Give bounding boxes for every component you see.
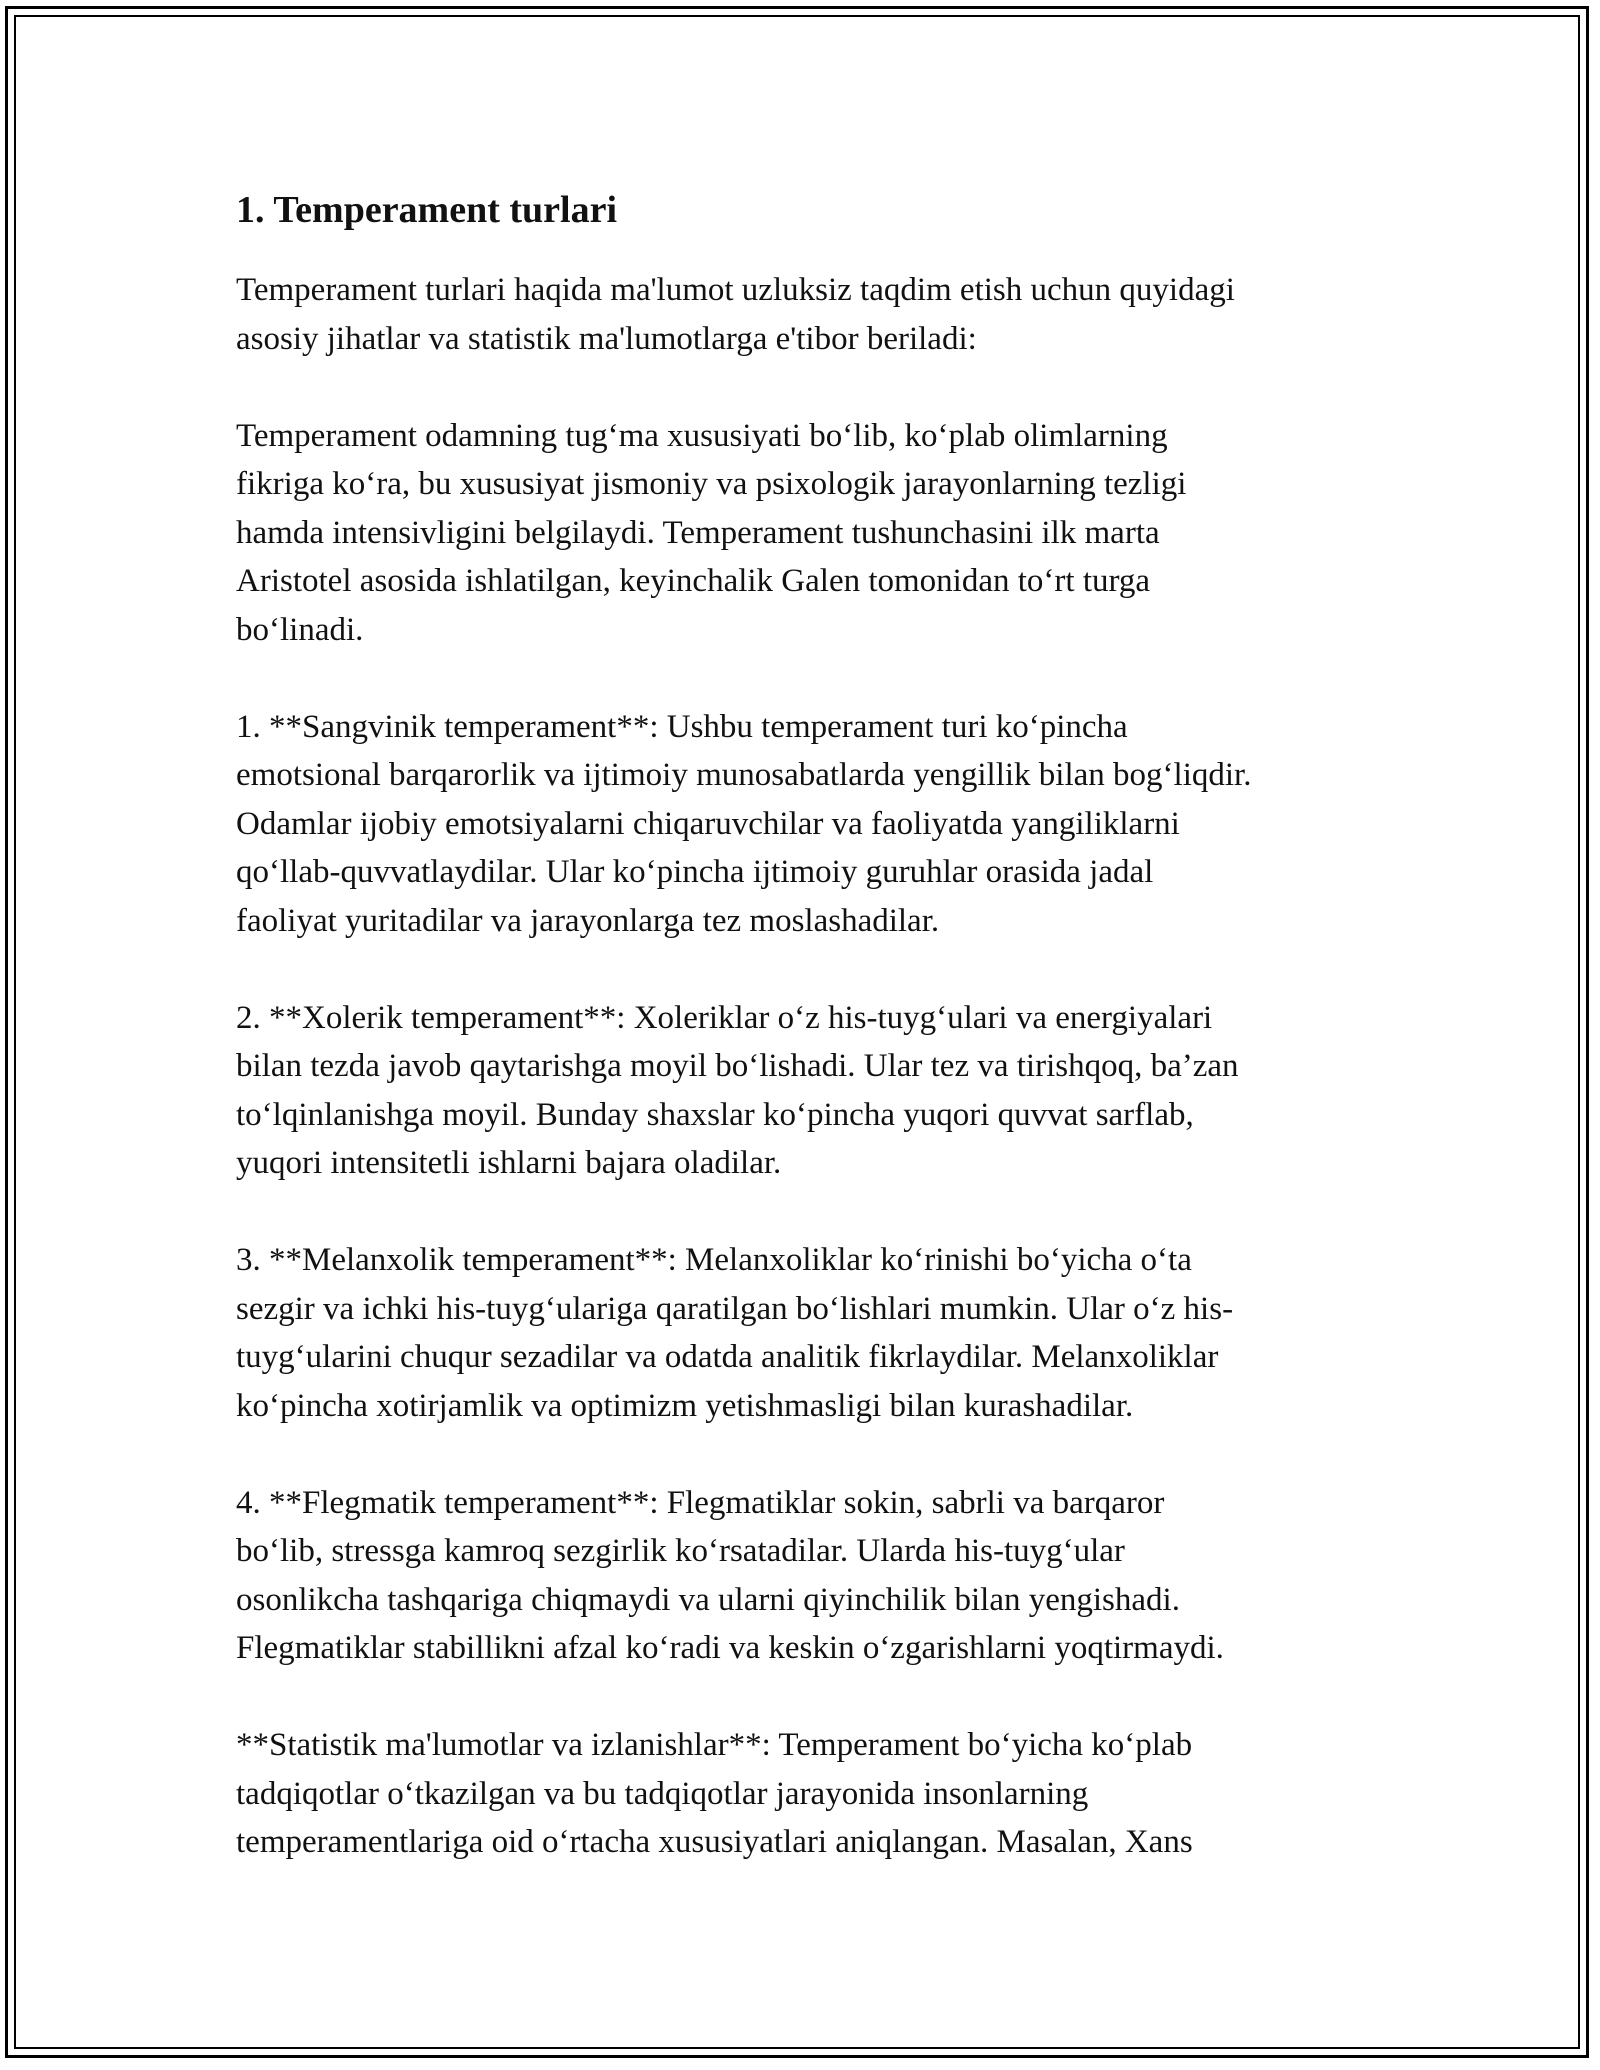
text-line: bilan tezda javob qaytarishga moyil bo‘lishadi. Ular tez va tirishqoq, ba’zan [236,1048,1239,1084]
text-line: 1. **Sangvinik temperament**: Ushbu temperament turi ko‘pincha [236,708,1128,745]
text-line: fikriga ko‘ra, bu xususiyat jismoniy va psixologik jarayonlarning tezligi [236,466,1187,502]
text-line: to‘lqinlanishga moyil. Bunday shaxslar ko‘pincha yuqori quvvat sarflab, [236,1096,1194,1133]
paragraph-statistics [236,1721,1376,1867]
text-line: tuyg‘ularini chuqur sezadilar va odatda analitik fikrlaydilar. Melanxoliklar [236,1339,1219,1375]
text-line: hamda intensivligini belgilaydi. Temperament tushunchasini ilk marta [236,514,1160,551]
text-line: Aristotel asosida ishlatilgan, keyinchalik Galen tomonidan to‘rt turga [236,563,1151,599]
paragraph-intro [236,266,1376,363]
text-line: sezgir va ichki his-tuyg‘ulariga qaratilgan bo‘lishlari mumkin. Ular o‘z his- [236,1290,1234,1327]
paragraph-melancholic [236,1236,1376,1430]
text-line: osonlikcha tashqariga chiqmaydi va ularni qiyinchilik bilan yengishadi. [236,1581,1180,1618]
paragraph-choleric [236,994,1376,1188]
text-line: qo‘llab-quvvatlaydilar. Ular ko‘pincha ijtimoiy guruhlar orasida jadal [236,854,1154,890]
text-line: 3. **Melanxolik temperament**: Melanxoliklar ko‘rinishi bo‘yicha o‘ta [236,1242,1192,1278]
text-line: 2. **Xolerik temperament**: Xoleriklar o‘z his-tuyg‘ulari va energiyalari [236,999,1213,1036]
text-line: yuqori intensitetli ishlarni bajara oladilar. [236,1145,782,1181]
document-body [236,186,1376,1915]
text-line: ko‘pincha xotirjamlik va optimizm yetishmasligi bilan kurashadilar. [236,1387,1134,1424]
text-line: asosiy jihatlar va statistik ma'lumotlarga e'tibor beriladi: [236,320,977,357]
section-heading: 1. Temperament turlari [236,189,618,231]
text-line: 4. **Flegmatik temperament**: Flegmatiklar sokin, sabrli va barqaror [236,1484,1165,1521]
text-line: emotsional barqarorlik va ijtimoiy munosabatlarda yengillik bilan bog‘liqdir. [236,757,1252,793]
text-line: temperamentlariga oid o‘rtacha xususiyatlari aniqlangan. Masalan, Xans [236,1824,1193,1860]
paragraph-phlegmatic [236,1479,1376,1673]
text-line: bo‘linadi. [236,611,364,648]
text-line: bo‘lib, stressga kamroq sezgirlik ko‘rsatadilar. Ularda his-tuyg‘ular [236,1533,1125,1569]
text-line: faoliyat yuritadilar va jarayonlarga tez moslashadilar. [236,902,940,939]
text-line: tadqiqotlar o‘tkazilgan va bu tadqiqotlar jarayonida insonlarning [236,1775,1089,1812]
text-line: Flegmatiklar stabillikni afzal ko‘radi va keskin o‘zgarishlarni yoqtirmaydi. [236,1630,1224,1666]
text-line: **Statistik ma'lumotlar va izlanishlar**: Temperament bo‘yicha ko‘plab [236,1727,1193,1763]
text-line: Temperament turlari haqida ma'lumot uzluksiz taqdim etish uchun quyidagi [236,272,1235,308]
text-line: Temperament odamning tug‘ma xususiyati bo‘lib, ko‘plab olimlarning [236,417,1168,454]
paragraph-definition [236,412,1376,655]
text-line: Odamlar ijobiy emotsiyalarni chiqaruvchilar va faoliyatda yangiliklarni [236,805,1180,842]
paragraph-sanguine [236,703,1376,946]
